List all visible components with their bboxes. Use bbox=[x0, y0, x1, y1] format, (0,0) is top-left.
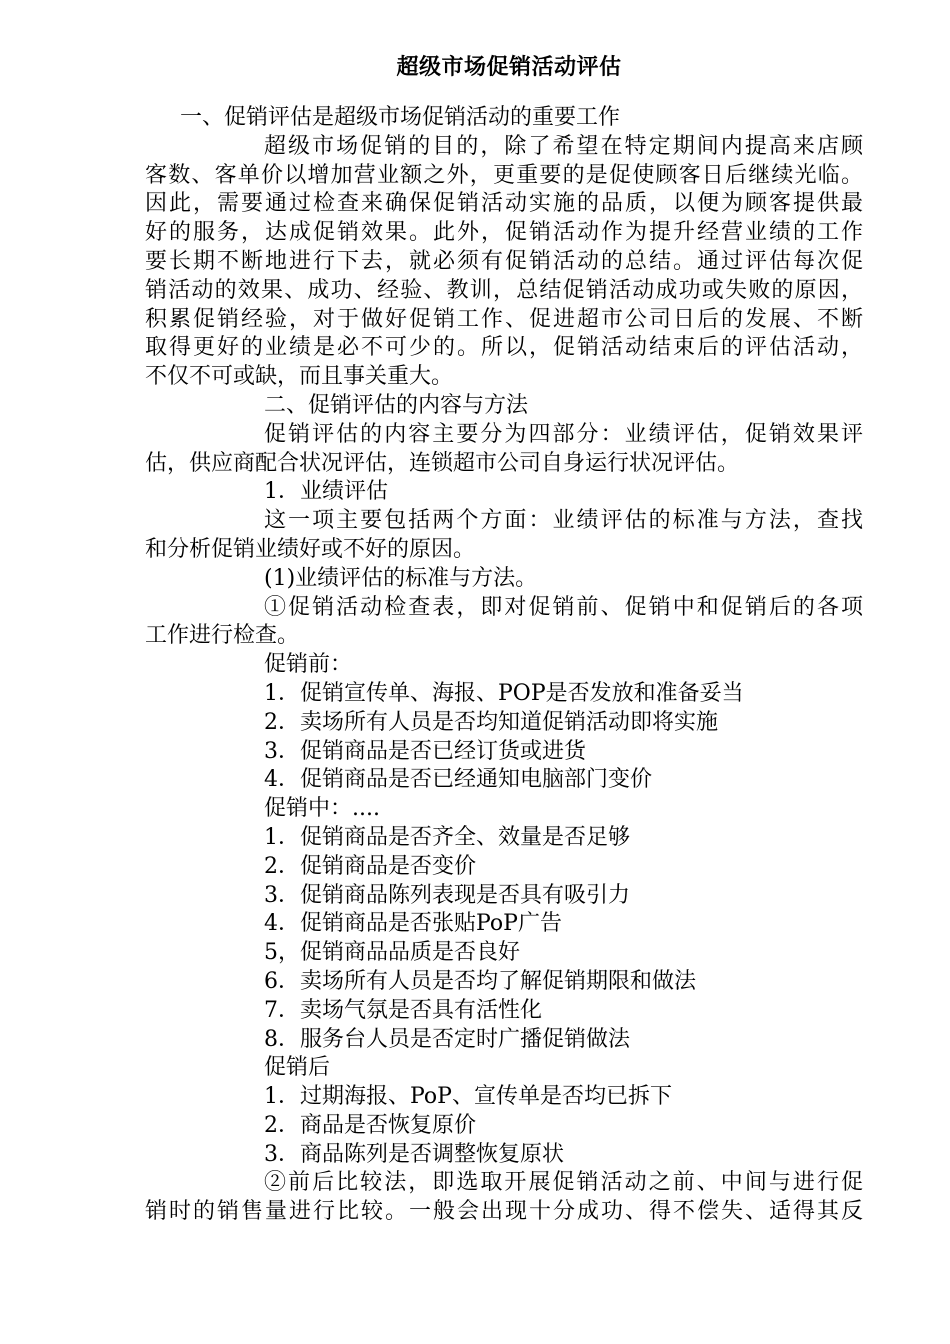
paragraph-line: 和分析促销业绩好或不好的原因。 bbox=[145, 536, 476, 562]
paragraph-line: 这一项主要包括两个方面：业绩评估的标准与方法，查找 bbox=[264, 508, 863, 534]
paragraph-line: 好的服务，达成促销效果。此外，促销活动作为提升经营业绩的工作 bbox=[145, 220, 863, 246]
paragraph-line: 积累促销经验，对于做好促销工作、促进超市公司日后的发展、不断 bbox=[145, 306, 863, 332]
list-item: 3．促销商品是否已经订货或进货 bbox=[264, 738, 586, 764]
list-item: 8．服务台人员是否定时广播促销做法 bbox=[264, 1026, 630, 1052]
list-item: 1．促销宣传单、海报、POP是否发放和准备妥当 bbox=[264, 680, 744, 706]
subsection-heading: (1)业绩评估的标准与方法。 bbox=[264, 565, 538, 591]
list-item: 2．商品是否恢复原价 bbox=[264, 1112, 476, 1138]
paragraph-line: 工作进行检查。 bbox=[145, 623, 300, 649]
paragraph-line: ②前后比较法，即选取开展促销活动之前、中间与进行促 bbox=[264, 1170, 863, 1196]
list-item: 4．促销商品是否已经通知电脑部门变价 bbox=[264, 767, 652, 793]
list-item: 3．商品陈列是否调整恢复原状 bbox=[264, 1141, 564, 1167]
section-heading-1: 一、促销评估是超级市场促销活动的重要工作 bbox=[180, 105, 621, 130]
list-heading: 促销中：.... bbox=[264, 796, 380, 822]
list-item: 1．促销商品是否齐全、效量是否足够 bbox=[264, 824, 630, 850]
paragraph-line: 要长期不断地进行下去，就必须有促销活动的总结。通过评估每次促 bbox=[145, 248, 863, 274]
paragraph-line: 销活动的效果、成功、经验、教训，总结促销活动成功或失败的原因， bbox=[145, 277, 863, 303]
paragraph-line: 不仅不可或缺，而且事关重大。 bbox=[145, 364, 454, 390]
paragraph-line: 估，供应商配合状况评估，连锁超市公司自身运行状况评估。 bbox=[145, 450, 740, 476]
list-heading: 促销后 bbox=[264, 1055, 331, 1081]
paragraph-line: 取得更好的业绩是必不可少的。所以，促销活动结束后的评估活动， bbox=[145, 335, 863, 361]
list-item: 1．过期海报、PoP、宣传单是否均已拆下 bbox=[264, 1084, 672, 1110]
paragraph-line: 因此，需要通过检查来确保促销活动实施的品质，以便为顾客提供最 bbox=[145, 191, 863, 217]
list-heading: 促销前： bbox=[264, 652, 353, 678]
list-item: 4．促销商品是否张贴PoP广告 bbox=[264, 911, 562, 937]
paragraph-line: ①促销活动检查表，即对促销前、促销中和促销后的各项 bbox=[264, 594, 863, 620]
list-item: 6．卖场所有人员是否均了解促销期限和做法 bbox=[264, 968, 696, 994]
paragraph-line: 促销评估的内容主要分为四部分：业绩评估，促销效果评 bbox=[264, 421, 863, 447]
list-item: 2．卖场所有人员是否均知道促销活动即将实施 bbox=[264, 709, 718, 735]
list-item: 3．促销商品陈列表现是否具有吸引力 bbox=[264, 882, 630, 908]
list-item: 7．卖场气氛是否具有活性化 bbox=[264, 997, 542, 1023]
list-item: 5，促销商品品质是否良好 bbox=[264, 940, 520, 966]
paragraph-line: 销时的销售量进行比较。一般会出现十分成功、得不偿失、适得其反 bbox=[145, 1199, 863, 1225]
subsection-heading: 1．业绩评估 bbox=[264, 479, 388, 505]
list-item: 2．促销商品是否变价 bbox=[264, 853, 476, 879]
paragraph-line: 超级市场促销的目的，除了希望在特定期间内提高来店顾 bbox=[264, 133, 863, 159]
paragraph-line: 客数、客单价以增加营业额之外，更重要的是促使顾客日后继续光临。 bbox=[145, 162, 863, 188]
document-title: 超级市场促销活动评估 bbox=[396, 54, 622, 80]
section-heading-2: 二、促销评估的内容与方法 bbox=[264, 392, 529, 418]
document-body bbox=[145, 104, 863, 1227]
